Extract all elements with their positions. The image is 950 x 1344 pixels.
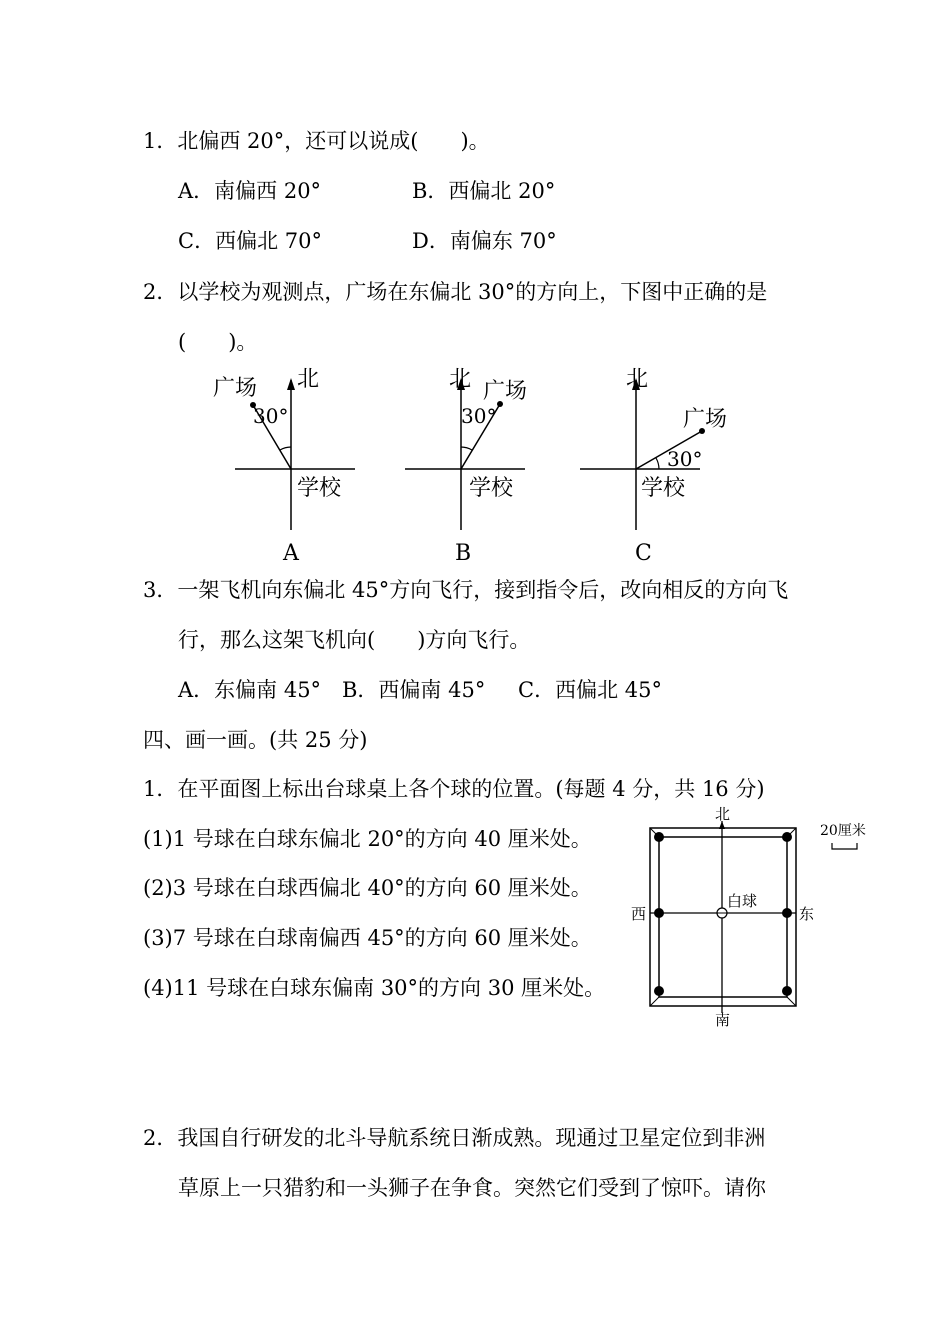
east-label: 东 [799,905,815,923]
figure-letter: B [455,541,472,565]
arrow-head-icon [287,378,295,390]
pocket [654,986,664,996]
angle-arc [280,447,291,450]
q1-option-d: D．南偏东 70° [412,229,557,253]
section-title: 四、画一画。(共 25 分) [143,728,368,752]
q2-stem-line1: 2．以学校为观测点，广场在东偏北 30°的方向上，下图中正确的是 [143,280,768,304]
q3-option-b: B．西偏南 45° [342,678,486,702]
north-label: 北 [449,367,472,392]
corner-line [650,997,659,1006]
angle-arc [656,458,659,469]
s4-q2-stem-line2: 草原上一只猎豹和一头狮子在争食。突然它们受到了惊吓。请你 [178,1176,766,1200]
figure-letter: A [283,541,299,565]
angle-label: 30° [667,447,703,471]
s4-q1-item-3: (3)7 号球在白球南偏西 45°的方向 60 厘米处。 [143,926,592,950]
scale-label: 20厘米 [820,823,866,839]
s4-q2-stem-line1: 2．我国自行研发的北斗导航系统日渐成熟。现通过卫星定位到非洲 [143,1126,766,1150]
q2-stem-line2: ( )。 [178,330,258,354]
white-ball-label: 白球 [727,892,758,910]
figure-c [575,360,745,565]
q3-option-a: A．东偏南 45° [178,678,322,702]
pocket [782,832,792,842]
s4-q1-stem: 1．在平面图上标出台球桌上各个球的位置。(每题 4 分，共 16 分) [143,777,765,801]
pocket [654,832,664,842]
q1-option-b: B．西偏北 20° [412,179,556,203]
north-label: 北 [626,367,649,392]
angle-label: 30° [253,404,289,428]
pocket [782,986,792,996]
s4-q1-item-1: (1)1 号球在白球东偏北 20°的方向 40 厘米处。 [143,827,592,851]
q3-stem-line1: 3．一架飞机向东偏北 45°方向飞行，接到指令后，改向相反的方向飞 [143,578,789,602]
square-label: 广场 [483,379,528,404]
school-label: 学校 [297,476,342,501]
west-label: 西 [631,905,647,923]
school-label: 学校 [641,476,686,501]
figure-b [395,360,555,565]
school-label: 学校 [469,476,514,501]
square-label: 广场 [683,407,728,432]
s4-q1-item-2: (2)3 号球在白球西偏北 40°的方向 60 厘米处。 [143,876,592,900]
q1-option-c: C．西偏北 70° [178,229,322,253]
q1-option-a: A．南偏西 20° [178,179,322,203]
q3-stem-line2: 行，那么这架飞机向( )方向飞行。 [178,628,531,652]
q3-option-c: C．西偏北 45° [518,678,662,702]
south-label: 南 [715,1011,731,1028]
figure-letter: C [635,541,652,565]
angle-arc [461,447,472,450]
figure-a [205,360,365,565]
north-label: 北 [715,805,731,823]
pocket [654,908,664,918]
q1-stem: 1．北偏西 20°，还可以说成( )。 [143,129,490,153]
scale-bar [832,843,857,849]
angle-label: 30° [461,404,497,428]
square-label: 广场 [213,376,258,401]
pocket [782,908,792,918]
north-label: 北 [297,367,320,392]
corner-line [787,997,796,1006]
s4-q1-item-4: (4)11 号球在白球东偏南 30°的方向 30 厘米处。 [143,976,606,1000]
billiard-table-figure [625,803,885,1028]
